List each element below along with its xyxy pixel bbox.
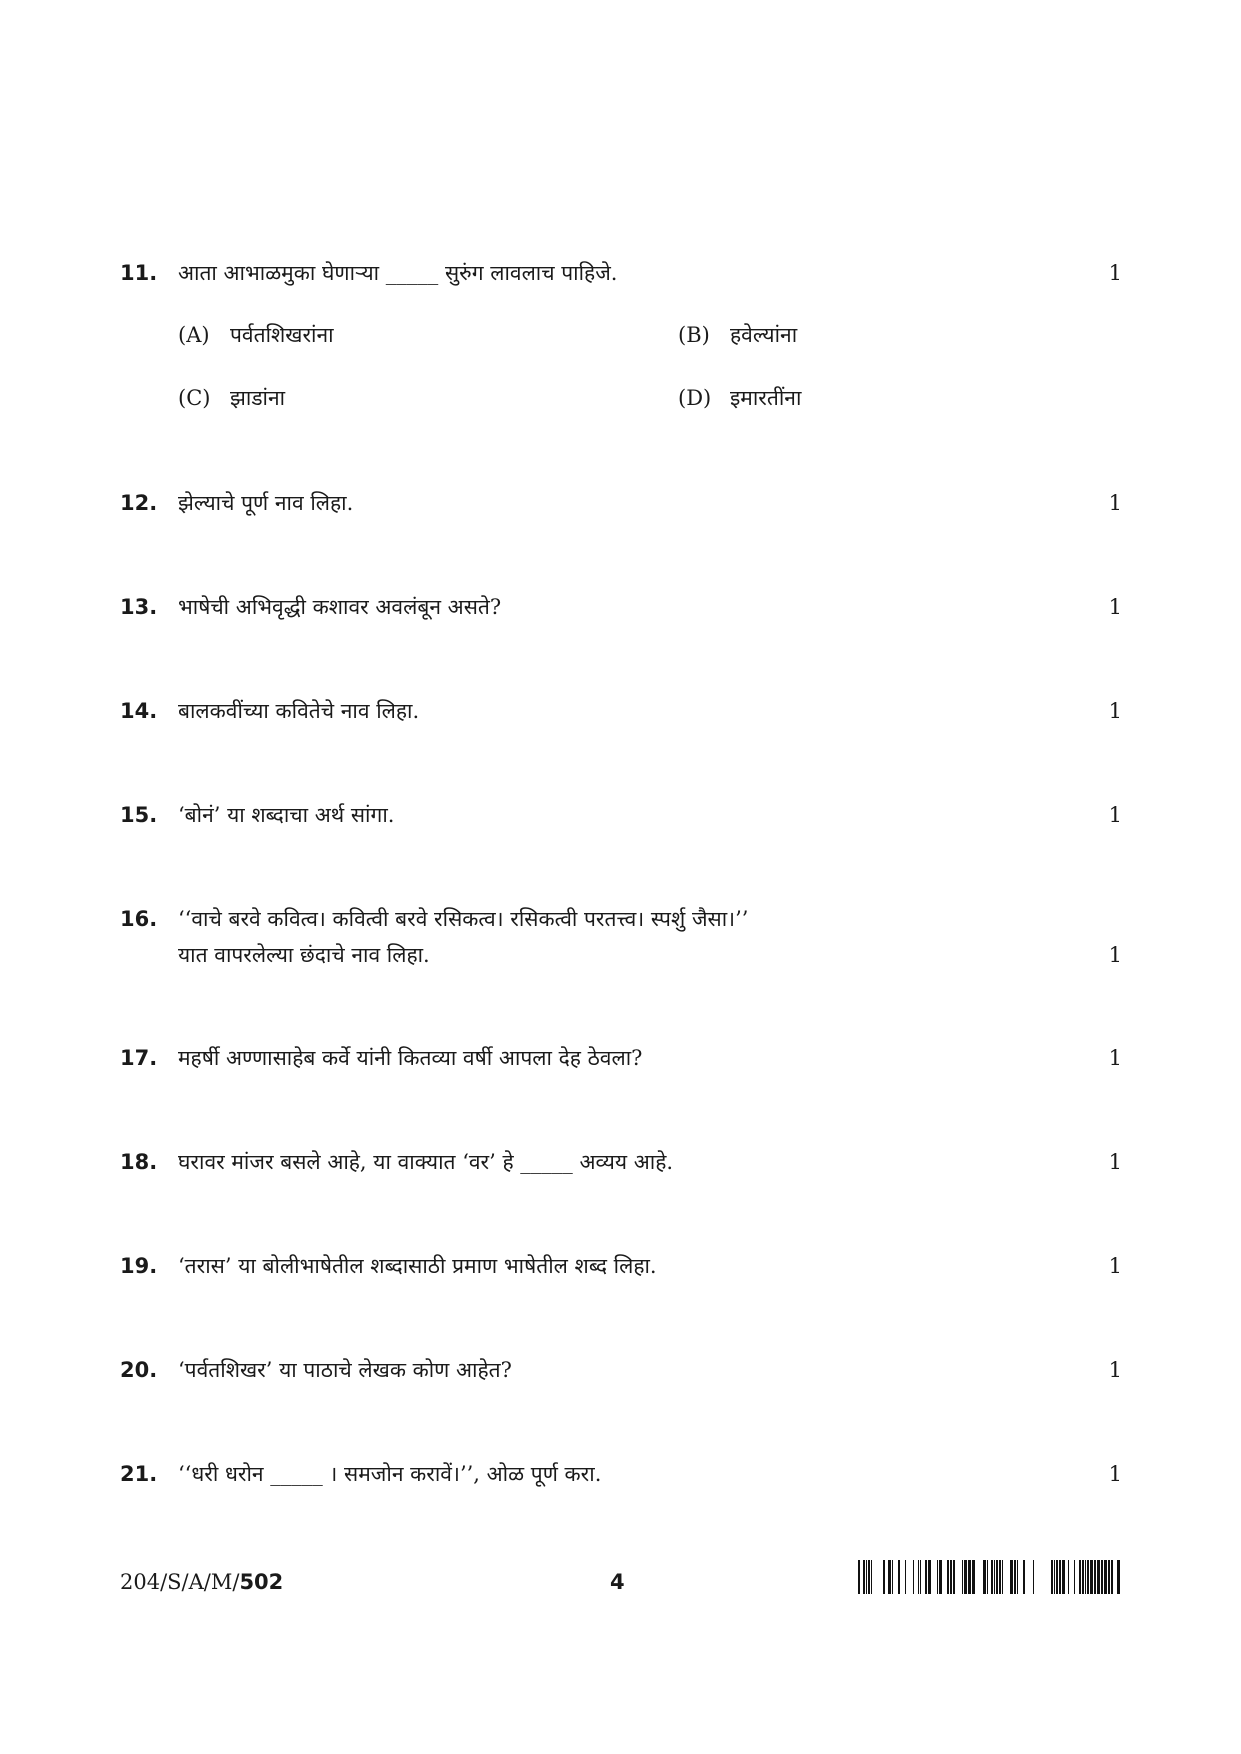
option-d (678, 383, 801, 413)
barcode-bar (1023, 1560, 1025, 1594)
question-text: आता आभाळमुका घेणाऱ्या _____ सुरुंग लावलाच पाहिजे. (178, 261, 618, 285)
question-number: 19. (120, 1254, 158, 1278)
barcode-bar (1033, 1560, 1034, 1594)
barcode-bar (1056, 1560, 1058, 1594)
barcode-bar (947, 1560, 949, 1594)
barcode-bar (1002, 1560, 1003, 1594)
question-marks: 1 (1108, 943, 1122, 967)
question-text: ‘बोनं’ या शब्दाचा अर्थ सांगा. (178, 803, 395, 827)
option-text: झाडांना (230, 386, 286, 410)
barcode-bar (863, 1560, 865, 1594)
barcode-bar (972, 1560, 975, 1594)
barcode-bar (994, 1560, 995, 1594)
barcode-bar (962, 1560, 963, 1594)
barcode-bar (991, 1560, 993, 1594)
paper-code-suffix: 502 (239, 1570, 284, 1594)
barcode-bar (871, 1560, 872, 1594)
barcode-bar (925, 1560, 927, 1594)
barcode-bar (1082, 1560, 1084, 1594)
barcode-bar (1059, 1560, 1061, 1594)
barcode-bar (1090, 1560, 1093, 1594)
barcode-bar (953, 1560, 955, 1594)
page-number: 4 (610, 1570, 625, 1594)
question-number: 16. (120, 907, 158, 931)
barcode-bar (1062, 1560, 1065, 1594)
question-marks: 1 (1108, 1358, 1122, 1382)
option-label: (D) (678, 386, 712, 410)
question-marks: 1 (1108, 261, 1122, 285)
question-text: महर्षी अण्णासाहेब कर्वे यांनी कितव्या वर्षी आपला देह ठेवला? (178, 1046, 643, 1070)
option-label: (B) (678, 323, 710, 347)
paper-code-prefix: 204/S/A/M/ (120, 1570, 240, 1594)
barcode (858, 1560, 1120, 1594)
barcode-bar (913, 1560, 914, 1594)
option-c (178, 383, 285, 413)
barcode-bar (950, 1560, 952, 1594)
option-label: (A) (178, 323, 210, 347)
barcode-bar (920, 1560, 921, 1594)
barcode-bar (1085, 1560, 1086, 1594)
barcode-bar (1068, 1560, 1069, 1594)
barcode-bar (999, 1560, 1001, 1594)
question-text: ‘तरास’ या बोलीभाषेतील शब्दासाठी प्रमाण भाषेतील शब्द लिहा. (178, 1254, 657, 1278)
barcode-bar (905, 1560, 906, 1594)
question-text: भाषेची अभिवृद्धी कशावर अवलंबून असते? (178, 595, 502, 619)
option-label: (C) (178, 386, 211, 410)
question-marks: 1 (1108, 595, 1122, 619)
barcode-bar (1094, 1560, 1096, 1594)
question-marks: 1 (1108, 1462, 1122, 1486)
barcode-bar (918, 1560, 919, 1594)
question-marks: 1 (1108, 803, 1122, 827)
question-marks: 1 (1108, 1254, 1122, 1278)
barcode-bar (928, 1560, 931, 1594)
barcode-bar (1117, 1560, 1120, 1594)
question-text: ‘‘धरी धरोन _____ । समजोन करावें।’’, ओळ पूर्ण करा. (178, 1462, 602, 1486)
question-number: 20. (120, 1358, 158, 1382)
barcode-bar (1051, 1560, 1053, 1594)
barcode-bar (858, 1560, 860, 1594)
question-number: 13. (120, 595, 158, 619)
barcode-bar (1014, 1560, 1016, 1594)
option-text: हवेल्यांना (730, 323, 798, 347)
barcode-bar (939, 1560, 942, 1594)
question-number: 18. (120, 1150, 158, 1174)
barcode-bar (1079, 1560, 1081, 1594)
barcode-bar (937, 1560, 938, 1594)
barcode-bar (964, 1560, 967, 1594)
question-text: झेल्याचे पूर्ण नाव लिहा. (178, 491, 354, 515)
question-text: ‘पर्वतशिखर’ या पाठाचे लेखक कोण आहेत? (178, 1358, 512, 1382)
question-text: घरावर मांजर बसले आहे, या वाक्यात ‘वर’ हे _____ अव्यय आहे. (178, 1150, 674, 1174)
barcode-bar (968, 1560, 971, 1594)
question-marks: 1 (1108, 1150, 1122, 1174)
barcode-bar (1101, 1560, 1103, 1594)
barcode-bar (892, 1560, 893, 1594)
barcode-bar (1097, 1560, 1100, 1594)
barcode-bar (888, 1560, 891, 1594)
question-number: 17. (120, 1046, 158, 1070)
question-text-line-2: यात वापरलेल्या छंदाचे नाव लिहा. (178, 943, 430, 967)
question-marks: 1 (1108, 699, 1122, 723)
barcode-bar (1010, 1560, 1013, 1594)
option-text: पर्वतशिखरांना (230, 323, 334, 347)
barcode-bar (1054, 1560, 1055, 1594)
option-a (178, 320, 334, 350)
question-marks: 1 (1108, 1046, 1122, 1070)
question-number: 14. (120, 699, 158, 723)
question-text: ‘‘वाचे बरवे कवित्व। कवित्वी बरवे रसिकत्व। रसिकत्वी परतत्त्व। स्पर्शु जैसा।’’ (178, 907, 749, 931)
barcode-bar (868, 1560, 870, 1594)
option-text: इमारतींना (730, 386, 802, 410)
barcode-bar (1017, 1560, 1018, 1594)
question-number: 21. (120, 1462, 158, 1486)
question-number: 12. (120, 491, 158, 515)
barcode-bar (1087, 1560, 1089, 1594)
barcode-bar (1111, 1560, 1113, 1594)
option-b (678, 320, 797, 350)
question-number: 11. (120, 261, 158, 285)
barcode-bar (987, 1560, 988, 1594)
barcode-bar (866, 1560, 867, 1594)
barcode-bar (996, 1560, 998, 1594)
barcode-bar (983, 1560, 986, 1594)
question-number: 15. (120, 803, 158, 827)
barcode-bar (883, 1560, 885, 1594)
barcode-bar (1074, 1560, 1075, 1594)
paper-code (120, 1570, 283, 1594)
barcode-bar (1108, 1560, 1110, 1594)
question-marks: 1 (1108, 491, 1122, 515)
barcode-bar (898, 1560, 900, 1594)
question-text: बालकवींच्या कवितेचे नाव लिहा. (178, 699, 420, 723)
barcode-bar (1104, 1560, 1107, 1594)
